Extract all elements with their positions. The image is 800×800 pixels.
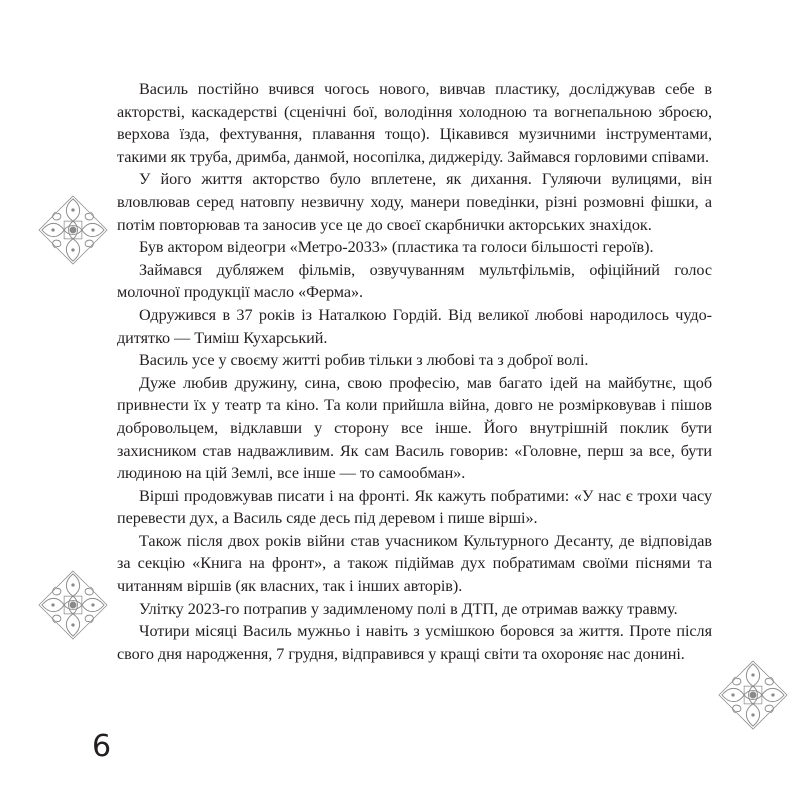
paragraph: Одружився в 37 років із Наталкою Гордій. Від великої любові народилось чудо-дитятко — Тиміш Кухарський. [117,305,712,347]
paragraph: Вірші продовжував писати і на фронті. Як кажуть побратими: «У нас є трохи часу перевести дух, а Василь сяде десь під деревом і пише вірші». [117,486,712,528]
paragraph: Василь постійно вчився чогось нового, вивчав пластику, досліджував себе в акторстві, каскадерстві (сценічні бої, володіння холодною та вогнепальною зброєю, верхова їзда, фехтування, плавання тощо). Цікавився музичними інструментами, такими як труба, дримба, данмой, носопілка, диджеріду. Займався горловими співами. [117,80,712,166]
folk-ornament-icon [36,568,110,642]
paragraph: Був актором відеогри «Метро-2033» (пластика та голоси більшості героїв). [139,238,654,257]
paragraph: У його життя акторство було вплетене, як дихання. Гуляючи вулицями, він вловлював серед натовпу незвичну ходу, манери поведінки, різні розмовні фішки, а потім повторював та заносив усе це до своєї скарбнички акторських знахідок. [117,170,712,234]
folk-ornament-icon [716,658,790,732]
paragraph: Василь усе у своєму житті робив тільки з любові та з доброї волі. [139,351,589,370]
page-number: 6 [92,729,112,764]
paragraph: Займався дубляжем фільмів, озвучуванням мультфільмів, офіційний голос молочної продукції масло «Ферма». [117,260,712,302]
paragraph: Чотири місяці Василь мужньо і навіть з усмішкою боровся за життя. Проте після свого дня народження, 7 грудня, відправився у кращі світи та охороняє нас донині. [117,622,712,663]
paragraph: Улітку 2023-го потрапив у задимленому полі в ДТП, де отримав важку травму. [139,599,678,618]
paragraph: Дуже любив дружину, сина, свою професію, мав багато ідей на майбутнє, щоб привнести їх у театр та кіно. Та коли прийшла війна, довго не розмірковував і пішов добровольцем, відклавши у сторону все інше. Його внутрішній поклик бути захисником став надважливим. Як сам Василь говорив: «Головне, перш за все, бути людиною на цій Землі, все інше — то самообман». [117,373,712,483]
folk-ornament-icon [36,193,110,267]
paragraph: Також після двох років війни став учасником Культурного Десанту, де відповідав за секцію «Книга на фронт», а також підіймав дух побратимам своїми піснями та читанням віршів (як власних, так і інших авторів). [117,531,712,596]
body-text [117,78,712,665]
